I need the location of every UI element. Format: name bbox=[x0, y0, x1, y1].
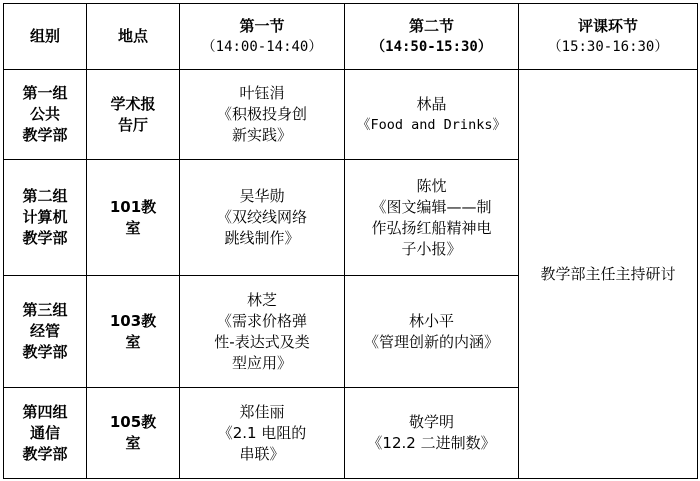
header-session1 bbox=[180, 4, 345, 70]
review-time: （15:30-16:30） bbox=[547, 38, 669, 55]
session1-cell bbox=[180, 70, 345, 160]
review-title: 评课环节 bbox=[577, 16, 638, 35]
review-cell bbox=[519, 70, 698, 479]
cell-text: 郑佳丽 bbox=[239, 402, 285, 421]
cell-text: 跳线制作》 bbox=[224, 229, 300, 247]
cell-text: 林晶 bbox=[416, 94, 447, 113]
cell-text: 教学部 bbox=[22, 343, 68, 361]
cell-text: 新实践》 bbox=[231, 126, 292, 144]
header-review bbox=[519, 4, 698, 70]
cell-text: 地点 bbox=[117, 27, 148, 45]
cell-text: 林小平 bbox=[408, 311, 454, 330]
cell-text: 林芝 bbox=[246, 290, 277, 309]
cell-text: 通信 bbox=[29, 423, 60, 442]
cell-text: 105教 bbox=[109, 413, 157, 431]
review-note: 教学部主任主持研讨 bbox=[540, 264, 676, 283]
location-cell bbox=[87, 160, 180, 276]
cell-text: 室 bbox=[125, 332, 141, 351]
session1-time: （14:00-14:40） bbox=[201, 38, 323, 55]
header-location bbox=[87, 4, 180, 70]
cell-text: 告厅 bbox=[117, 115, 148, 134]
cell-text: 敬学明 bbox=[408, 413, 454, 431]
session1-cell bbox=[180, 276, 345, 388]
header-row bbox=[4, 4, 698, 70]
session2-cell bbox=[345, 276, 519, 388]
cell-text: 《需求价格弹 bbox=[216, 311, 307, 330]
cell-text: 教学部 bbox=[22, 444, 68, 463]
cell-text: 《2.1 电阻的 bbox=[217, 423, 307, 442]
cell-text: 教学部 bbox=[22, 229, 68, 247]
cell-text: 室 bbox=[125, 434, 141, 452]
cell-text: 第一组 bbox=[22, 84, 68, 102]
session2-title: 第二节 bbox=[408, 16, 454, 35]
cell-text: 室 bbox=[125, 218, 141, 237]
group-cell bbox=[4, 276, 87, 388]
cell-text: 吴华勋 bbox=[239, 187, 285, 205]
cell-text: 101教 bbox=[109, 197, 157, 216]
cell-text: 学术报 bbox=[110, 94, 156, 113]
session2-time: （14:50-15:30） bbox=[371, 38, 492, 55]
session2-cell bbox=[345, 160, 519, 276]
cell-text: 组别 bbox=[29, 27, 60, 45]
cell-text: 103教 bbox=[109, 311, 157, 330]
group-cell bbox=[4, 160, 87, 276]
cell-text: 教学部 bbox=[22, 126, 68, 144]
location-cell bbox=[87, 70, 180, 160]
cell-text: 《积极投身创 bbox=[216, 105, 307, 123]
header-group bbox=[4, 4, 87, 70]
session2-cell bbox=[345, 70, 519, 160]
cell-text: 子小报》 bbox=[401, 239, 462, 258]
cell-text: 第四组 bbox=[22, 402, 68, 421]
cell-text: 性-表达式及类 bbox=[214, 332, 310, 351]
session2-cell bbox=[345, 388, 519, 479]
cell-text: 第三组 bbox=[22, 301, 68, 319]
group-cell bbox=[4, 388, 87, 479]
location-cell bbox=[87, 276, 180, 388]
cell-text: 公共 bbox=[29, 105, 60, 123]
cell-text: 作弘扬红船精神电 bbox=[371, 218, 492, 237]
cell-text: 计算机 bbox=[22, 208, 68, 226]
cell-text: 《12.2 二进制数》 bbox=[367, 434, 496, 452]
session1-cell bbox=[180, 388, 345, 479]
cell-text: 《图文编辑——制 bbox=[371, 197, 492, 216]
cell-text: 第二组 bbox=[22, 187, 68, 205]
table-row bbox=[4, 70, 698, 160]
header-session2 bbox=[345, 4, 519, 70]
group-cell bbox=[4, 70, 87, 160]
session1-cell bbox=[180, 160, 345, 276]
schedule-table bbox=[3, 3, 698, 479]
cell-text: 型应用》 bbox=[231, 353, 292, 372]
cell-text: 《Food and Drinks》 bbox=[357, 116, 506, 133]
cell-text: 陈忱 bbox=[416, 176, 447, 195]
session1-title: 第一节 bbox=[239, 16, 285, 35]
cell-text: 叶钰涓 bbox=[239, 84, 285, 102]
cell-text: 串联》 bbox=[239, 444, 285, 463]
location-cell bbox=[87, 388, 180, 479]
cell-text: 经管 bbox=[29, 322, 60, 340]
cell-text: 《双绞线网络 bbox=[216, 208, 307, 226]
cell-text: 《管理创新的内涵》 bbox=[363, 332, 499, 351]
